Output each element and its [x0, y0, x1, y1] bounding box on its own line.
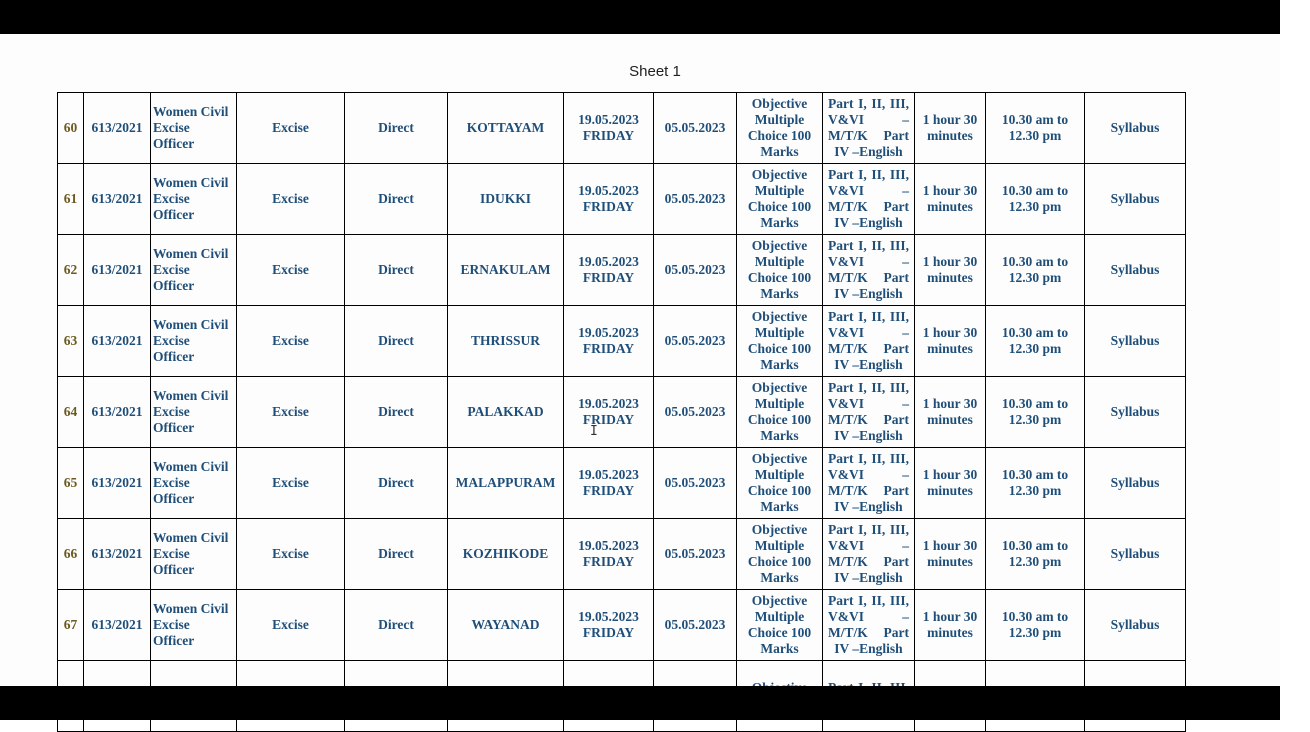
sl-cell: 65 [58, 448, 84, 519]
syllabus-link[interactable]: Syllabus [1085, 306, 1186, 377]
syllabus-link[interactable]: Syllabus [1085, 519, 1186, 590]
recruitment-method-cell: Direct [345, 377, 448, 448]
category-number-cell: 613/2021 [84, 519, 151, 590]
table-row [58, 306, 1186, 377]
category-number-cell: 613/2021 [84, 590, 151, 661]
letterbox-top [0, 0, 1280, 34]
table-row [58, 519, 1186, 590]
exam-date-cell: 19.05.2023 FRIDAY [564, 93, 654, 164]
category-number-cell: 613/2021 [84, 93, 151, 164]
duration-cell: 1 hour 30 minutes [915, 519, 986, 590]
recruitment-method-cell: Direct [345, 164, 448, 235]
syllabus-link[interactable]: Syllabus [1085, 235, 1186, 306]
sl-cell: 67 [58, 590, 84, 661]
document-page [0, 34, 1280, 686]
exam-time-cell: 10.30 am to 12.30 pm [986, 164, 1085, 235]
exam-date-cell: 19.05.2023 FRIDAY [564, 306, 654, 377]
exam-time-cell: 10.30 am to 12.30 pm [986, 590, 1085, 661]
exam-mode-cell: Objective Multiple Choice 100 Marks [737, 377, 823, 448]
exam-mode-cell: Objective Multiple Choice 100 Marks [737, 306, 823, 377]
confirmation-date-cell: 05.05.2023 [654, 306, 737, 377]
exam-mode-cell: Objective Multiple Choice 100 Marks [737, 235, 823, 306]
exam-schedule-table [57, 92, 1186, 732]
medium-cell: Part I, II, III, V&VI – M/T/K Part IV –English [823, 306, 915, 377]
medium-cell: Part I, II, III, V&VI – M/T/K Part IV –English [823, 377, 915, 448]
sl-cell: 61 [58, 164, 84, 235]
sl-cell: 62 [58, 235, 84, 306]
confirmation-date-cell: 05.05.2023 [654, 448, 737, 519]
sl-cell: 63 [58, 306, 84, 377]
confirmation-date-cell: 05.05.2023 [654, 590, 737, 661]
medium-cell: Part I, II, III, V&VI – M/T/K Part IV –English [823, 93, 915, 164]
syllabus-link[interactable]: Syllabus [1085, 377, 1186, 448]
exam-schedule-table-wrap [57, 92, 1186, 732]
syllabus-link[interactable]: Syllabus [1085, 590, 1186, 661]
district-cell: THRISSUR [448, 306, 564, 377]
post-name-cell: Women Civil Excise Officer [151, 306, 237, 377]
district-cell: MALAPPURAM [448, 448, 564, 519]
recruitment-method-cell: Direct [345, 235, 448, 306]
exam-mode-cell: Objective Multiple Choice 100 Marks [737, 164, 823, 235]
sl-cell: 66 [58, 519, 84, 590]
post-name-cell: Women Civil Excise Officer [151, 448, 237, 519]
department-cell: Excise [237, 448, 345, 519]
exam-mode-cell: Objective Multiple Choice 100 Marks [737, 590, 823, 661]
table-row [58, 235, 1186, 306]
department-cell: Excise [237, 590, 345, 661]
confirmation-date-cell: 05.05.2023 [654, 235, 737, 306]
exam-date-cell: 19.05.2023 FRIDAY [564, 164, 654, 235]
sl-cell: 64 [58, 377, 84, 448]
medium-cell: Part I, II, III, V&VI – M/T/K Part IV –English [823, 590, 915, 661]
table-row [58, 590, 1186, 661]
medium-cell: Part I, II, III, V&VI – M/T/K Part IV –English [823, 519, 915, 590]
exam-mode-cell: Objective Multiple Choice 100 Marks [737, 519, 823, 590]
district-cell: ERNAKULAM [448, 235, 564, 306]
exam-time-cell: 10.30 am to 12.30 pm [986, 377, 1085, 448]
post-name-cell: Women Civil Excise Officer [151, 590, 237, 661]
recruitment-method-cell: Direct [345, 519, 448, 590]
post-name-cell: Women Civil Excise Officer [151, 235, 237, 306]
post-name-cell: Women Civil Excise Officer [151, 519, 237, 590]
confirmation-date-cell: 05.05.2023 [654, 164, 737, 235]
recruitment-method-cell: Direct [345, 93, 448, 164]
exam-mode-cell: Objective Multiple Choice 100 Marks [737, 93, 823, 164]
post-name-cell: Women Civil Excise Officer [151, 377, 237, 448]
duration-cell: 1 hour 30 minutes [915, 235, 986, 306]
department-cell: Excise [237, 235, 345, 306]
duration-cell: 1 hour 30 minutes [915, 590, 986, 661]
duration-cell: 1 hour 30 minutes [915, 448, 986, 519]
recruitment-method-cell: Direct [345, 448, 448, 519]
exam-time-cell: 10.30 am to 12.30 pm [986, 519, 1085, 590]
exam-time-cell: 10.30 am to 12.30 pm [986, 448, 1085, 519]
category-number-cell: 613/2021 [84, 235, 151, 306]
table-row [58, 164, 1186, 235]
exam-date-cell: 19.05.2023 FRIDAY [564, 519, 654, 590]
confirmation-date-cell: 05.05.2023 [654, 519, 737, 590]
district-cell: KOZHIKODE [448, 519, 564, 590]
duration-cell: 1 hour 30 minutes [915, 164, 986, 235]
district-cell: KOTTAYAM [448, 93, 564, 164]
category-number-cell: 613/2021 [84, 164, 151, 235]
letterbox-bottom [0, 686, 1280, 720]
confirmation-date-cell: 05.05.2023 [654, 93, 737, 164]
exam-date-cell: 19.05.2023 FRIDAY [564, 235, 654, 306]
table-body [58, 93, 1186, 732]
recruitment-method-cell: Direct [345, 306, 448, 377]
duration-cell: 1 hour 30 minutes [915, 93, 986, 164]
syllabus-link[interactable]: Syllabus [1085, 164, 1186, 235]
department-cell: Excise [237, 164, 345, 235]
exam-date-cell: 19.05.2023 FRIDAY [564, 590, 654, 661]
exam-time-cell: 10.30 am to 12.30 pm [986, 93, 1085, 164]
text-cursor-icon: I [590, 424, 598, 439]
table-row [58, 448, 1186, 519]
recruitment-method-cell: Direct [345, 590, 448, 661]
department-cell: Excise [237, 306, 345, 377]
category-number-cell: 613/2021 [84, 306, 151, 377]
district-cell: WAYANAD [448, 590, 564, 661]
medium-cell: Part I, II, III, V&VI – M/T/K Part IV –English [823, 448, 915, 519]
category-number-cell: 613/2021 [84, 377, 151, 448]
medium-cell: Part I, II, III, V&VI – M/T/K Part IV –English [823, 235, 915, 306]
syllabus-link[interactable]: Syllabus [1085, 93, 1186, 164]
exam-time-cell: 10.30 am to 12.30 pm [986, 235, 1085, 306]
table-row [58, 377, 1186, 448]
exam-time-cell: 10.30 am to 12.30 pm [986, 306, 1085, 377]
duration-cell: 1 hour 30 minutes [915, 377, 986, 448]
department-cell: Excise [237, 377, 345, 448]
post-name-cell: Women Civil Excise Officer [151, 164, 237, 235]
department-cell: Excise [237, 519, 345, 590]
syllabus-link[interactable]: Syllabus [1085, 448, 1186, 519]
district-cell: IDUKKI [448, 164, 564, 235]
sheet-title: Sheet 1 [629, 63, 681, 80]
post-name-cell: Women Civil Excise Officer [151, 93, 237, 164]
confirmation-date-cell: 05.05.2023 [654, 377, 737, 448]
duration-cell: 1 hour 30 minutes [915, 306, 986, 377]
medium-cell: Part I, II, III, V&VI – M/T/K Part IV –English [823, 164, 915, 235]
exam-date-cell: 19.05.2023 FRIDAY [564, 377, 654, 448]
district-cell: PALAKKAD [448, 377, 564, 448]
table-row [58, 93, 1186, 164]
exam-mode-cell: Objective Multiple Choice 100 Marks [737, 448, 823, 519]
sl-cell: 60 [58, 93, 84, 164]
department-cell: Excise [237, 93, 345, 164]
exam-date-cell: 19.05.2023 FRIDAY [564, 448, 654, 519]
category-number-cell: 613/2021 [84, 448, 151, 519]
